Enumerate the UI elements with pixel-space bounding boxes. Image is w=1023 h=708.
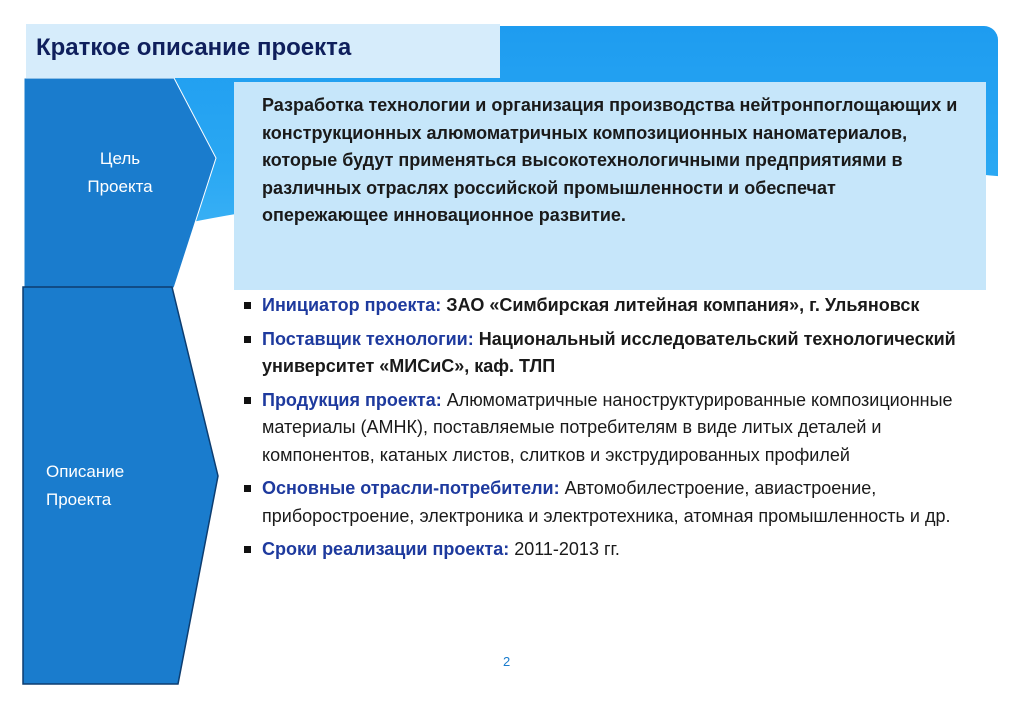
list-item: Поставщик технологии: Национальный исследовательский технологический университет «МИСиС», каф. ТЛП xyxy=(242,326,962,381)
slide-title: Краткое описание проекта xyxy=(36,34,352,61)
bullet-square-icon xyxy=(244,336,251,343)
description-label: Описание Проекта xyxy=(46,462,125,509)
goal-text-box xyxy=(234,82,986,290)
bullet-square-icon xyxy=(244,397,251,404)
list-item: Инициатор проекта: ЗАО «Симбирская литейная компания», г. Ульяновск xyxy=(242,292,962,320)
list-item: Сроки реализации проекта: 2011-2013 гг. xyxy=(242,536,962,564)
bullet-square-icon xyxy=(244,485,251,492)
goal-label: Цель Проекта xyxy=(87,149,153,196)
list-item: Основные отрасли-потребители: Автомобилестроение, авиастроение, приборостроение, электроника и электротехника, атомная промышленность и др. xyxy=(242,475,962,530)
project-details-list xyxy=(242,292,962,570)
goal-text: Разработка технологии и организация производства нейтронпоглощающих и конструкционных алюмоматричных композиционных наноматериалов, которые будут применяться высокотехнологичными предприятиями в различных отраслях российской промышленности и обеспечат опережающее инновационное развитие. xyxy=(262,95,958,225)
list-item: Продукция проекта: Алюмоматричные наноструктурированные композиционные материалы (АМНК), поставляемые потребителям в виде литых деталей и компонентов, катаных листов, слитков и экструдированных профилей xyxy=(242,387,962,470)
bullet-square-icon xyxy=(244,546,251,553)
bullet-square-icon xyxy=(244,302,251,309)
page-number: 2 xyxy=(503,654,511,669)
